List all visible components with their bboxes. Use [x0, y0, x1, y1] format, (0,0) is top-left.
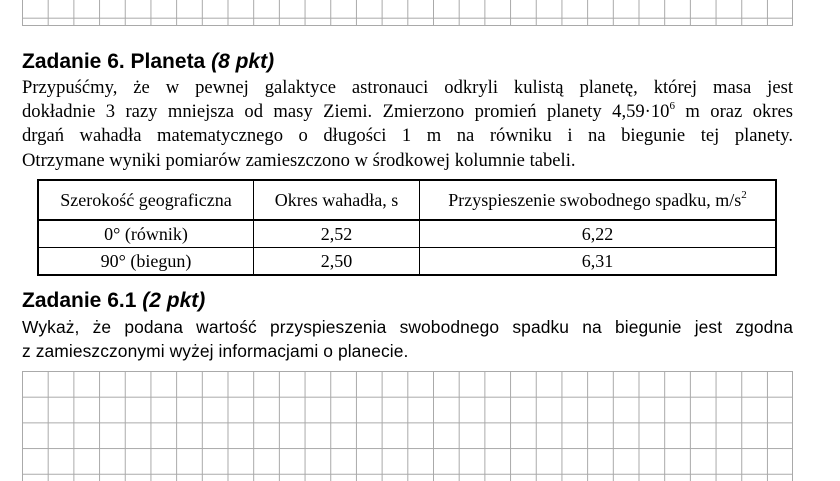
task-6-1-line-2: z zamieszczonymi wyżej informacjami o planecie.: [22, 341, 409, 362]
task-6-line-2-text: dokładnie 3 razy mniejsza od masy Ziemi. Zmierzono promień planety 4,59·10: [22, 101, 670, 123]
cell-period: 2,50: [254, 248, 420, 276]
task-6-title: Zadanie 6. Planeta: [22, 50, 206, 73]
cell-acceleration: 6,31: [420, 248, 777, 276]
cell-period: 2,52: [254, 220, 420, 248]
header-acceleration-text: Przyspieszenie swobodnego spadku, m/s: [448, 189, 742, 210]
header-period: Okres wahadła, s: [254, 180, 420, 220]
answer-grid-top: [22, 0, 793, 26]
task-6-line-2: [22, 100, 793, 124]
table-row: [38, 220, 776, 248]
cell-latitude: 0° (równik): [38, 220, 254, 248]
cell-latitude: 90° (biegun): [38, 248, 254, 276]
header-acceleration: [420, 180, 777, 220]
task-6-points: (8 pkt): [211, 50, 275, 73]
header-latitude: Szerokość geograficzna: [38, 180, 254, 220]
unit-exponent: 2: [741, 188, 747, 201]
task-6-line-4: Otrzymane wyniki pomiarów zamieszczono w środkowej kolumnie tabeli.: [22, 149, 576, 171]
task-6-line-2-tail: m oraz okres: [674, 101, 794, 123]
task-6-1-title: Zadanie 6.1: [22, 289, 137, 312]
task-6-description: [22, 76, 793, 173]
task-6-1-points: (2 pkt): [142, 289, 206, 312]
cell-acceleration: 6,22: [420, 220, 777, 248]
exponent: 6: [669, 100, 675, 113]
task-6-1-line-1: Wykaż, że podana wartość przyspieszenia swobodnego spadku na biegunie jest zgodna: [22, 317, 793, 337]
task-6-1-description: [22, 315, 793, 363]
task-6-1-heading: [22, 289, 205, 313]
answer-grid-bottom[interactable]: [22, 371, 793, 481]
task-6-heading: [22, 50, 274, 74]
measurement-table: [37, 179, 777, 276]
table-row: [38, 248, 776, 276]
table-header-row: [38, 180, 776, 220]
task-6-line-3: drgań wahadła matematycznego o długości 1 m na równiku i na biegunie tej planety.: [22, 125, 793, 147]
task-6-line-1: Przypuśćmy, że w pewnej galaktyce astronauci odkryli kulistą planetę, której masa jest: [22, 77, 793, 98]
